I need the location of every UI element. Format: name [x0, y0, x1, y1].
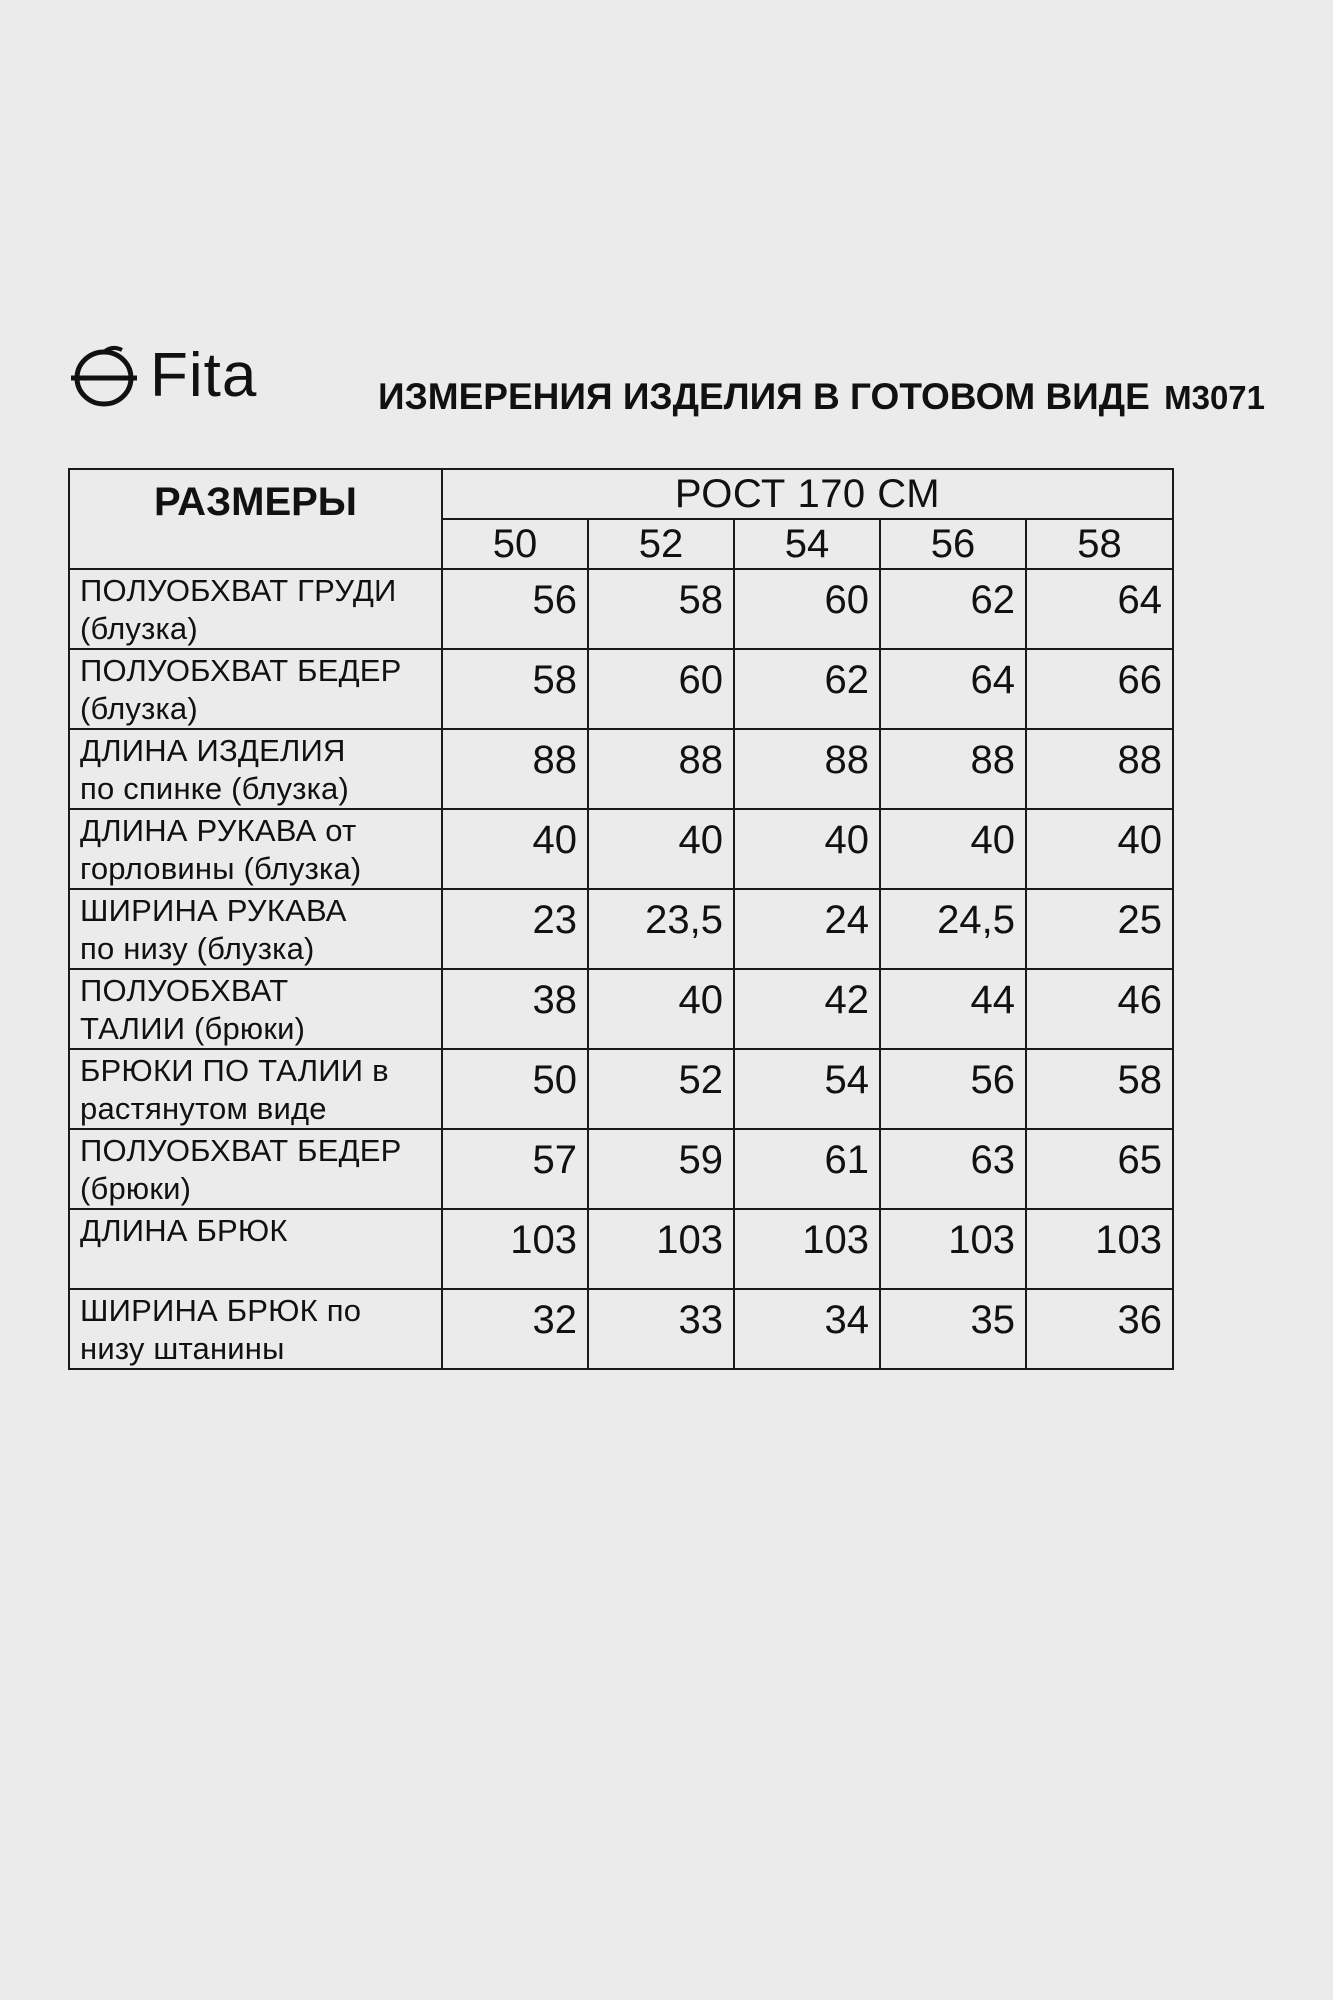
size-column-header: 56 — [880, 519, 1026, 569]
table-row — [69, 1049, 1173, 1129]
table-cell: 63 — [880, 1129, 1026, 1209]
table-row — [69, 649, 1173, 729]
table-cell: 57 — [442, 1129, 588, 1209]
size-chart-table — [68, 468, 1174, 1370]
table-cell: 103 — [880, 1209, 1026, 1289]
table-cell: 40 — [734, 809, 880, 889]
table-cell: 52 — [588, 1049, 734, 1129]
table-cell: 40 — [588, 809, 734, 889]
table-row — [69, 889, 1173, 969]
table-cell: 54 — [734, 1049, 880, 1129]
table-row — [69, 1209, 1173, 1289]
table-cell: 40 — [442, 809, 588, 889]
table-cell: 88 — [734, 729, 880, 809]
table-row — [69, 969, 1173, 1049]
table-cell: 24,5 — [880, 889, 1026, 969]
table-cell: 35 — [880, 1289, 1026, 1369]
height-header: РОСТ 170 СМ — [442, 469, 1173, 519]
page-title — [378, 378, 1265, 415]
table-cell: 58 — [588, 569, 734, 649]
row-label: БРЮКИ ПО ТАЛИИ в растянутом виде — [69, 1049, 442, 1129]
table-cell: 88 — [1026, 729, 1173, 809]
table-cell: 103 — [588, 1209, 734, 1289]
brand-logo — [68, 341, 258, 410]
table-cell: 60 — [588, 649, 734, 729]
sizes-header: РАЗМЕРЫ — [69, 469, 442, 569]
table-cell: 59 — [588, 1129, 734, 1209]
table-cell: 38 — [442, 969, 588, 1049]
size-column-header: 54 — [734, 519, 880, 569]
size-column-header: 58 — [1026, 519, 1173, 569]
table-cell: 60 — [734, 569, 880, 649]
table-cell: 46 — [1026, 969, 1173, 1049]
table-cell: 40 — [1026, 809, 1173, 889]
table-cell: 103 — [734, 1209, 880, 1289]
table-cell: 40 — [880, 809, 1026, 889]
table-cell: 62 — [734, 649, 880, 729]
row-label: ДЛИНА БРЮК — [69, 1209, 442, 1289]
table-cell: 103 — [1026, 1209, 1173, 1289]
table-row — [69, 1289, 1173, 1369]
table-cell: 36 — [1026, 1289, 1173, 1369]
table-cell: 58 — [442, 649, 588, 729]
table-cell: 65 — [1026, 1129, 1173, 1209]
table-cell: 88 — [880, 729, 1026, 809]
table-cell: 103 — [442, 1209, 588, 1289]
table-cell: 33 — [588, 1289, 734, 1369]
table-cell: 40 — [588, 969, 734, 1049]
table-cell: 32 — [442, 1289, 588, 1369]
table-cell: 58 — [1026, 1049, 1173, 1129]
table-cell: 88 — [442, 729, 588, 809]
table-cell: 25 — [1026, 889, 1173, 969]
size-column-header: 52 — [588, 519, 734, 569]
row-label: ДЛИНА РУКАВА от горловины (блузка) — [69, 809, 442, 889]
table-row — [69, 809, 1173, 889]
table-row — [69, 569, 1173, 649]
row-label: ШИРИНА БРЮК по низу штанины — [69, 1289, 442, 1369]
table-cell: 23 — [442, 889, 588, 969]
row-label: ПОЛУОБХВАТ БЕДЕР (брюки) — [69, 1129, 442, 1209]
table-cell: 56 — [442, 569, 588, 649]
model-code: М3071 — [1164, 379, 1266, 416]
table-cell: 66 — [1026, 649, 1173, 729]
table-cell: 61 — [734, 1129, 880, 1209]
table-cell: 34 — [734, 1289, 880, 1369]
table-cell: 88 — [588, 729, 734, 809]
table-cell: 24 — [734, 889, 880, 969]
table-cell: 56 — [880, 1049, 1026, 1129]
table-cell: 23,5 — [588, 889, 734, 969]
row-label: ПОЛУОБХВАТ ТАЛИИ (брюки) — [69, 969, 442, 1049]
table-cell: 64 — [880, 649, 1026, 729]
table-cell: 44 — [880, 969, 1026, 1049]
table-cell: 62 — [880, 569, 1026, 649]
table-row — [69, 1129, 1173, 1209]
row-label: ШИРИНА РУКАВА по низу (блузка) — [69, 889, 442, 969]
fita-logo-icon — [68, 345, 140, 407]
row-label: ДЛИНА ИЗДЕЛИЯ по спинке (блузка) — [69, 729, 442, 809]
size-column-header: 50 — [442, 519, 588, 569]
row-label: ПОЛУОБХВАТ ГРУДИ (блузка) — [69, 569, 442, 649]
title-text: ИЗМЕРЕНИЯ ИЗДЕЛИЯ В ГОТОВОМ ВИДЕ — [378, 376, 1150, 417]
table-row — [69, 729, 1173, 809]
table-cell: 42 — [734, 969, 880, 1049]
row-label: ПОЛУОБХВАТ БЕДЕР (блузка) — [69, 649, 442, 729]
table-cell: 50 — [442, 1049, 588, 1129]
table-cell: 64 — [1026, 569, 1173, 649]
brand-name: Fita — [150, 341, 258, 410]
